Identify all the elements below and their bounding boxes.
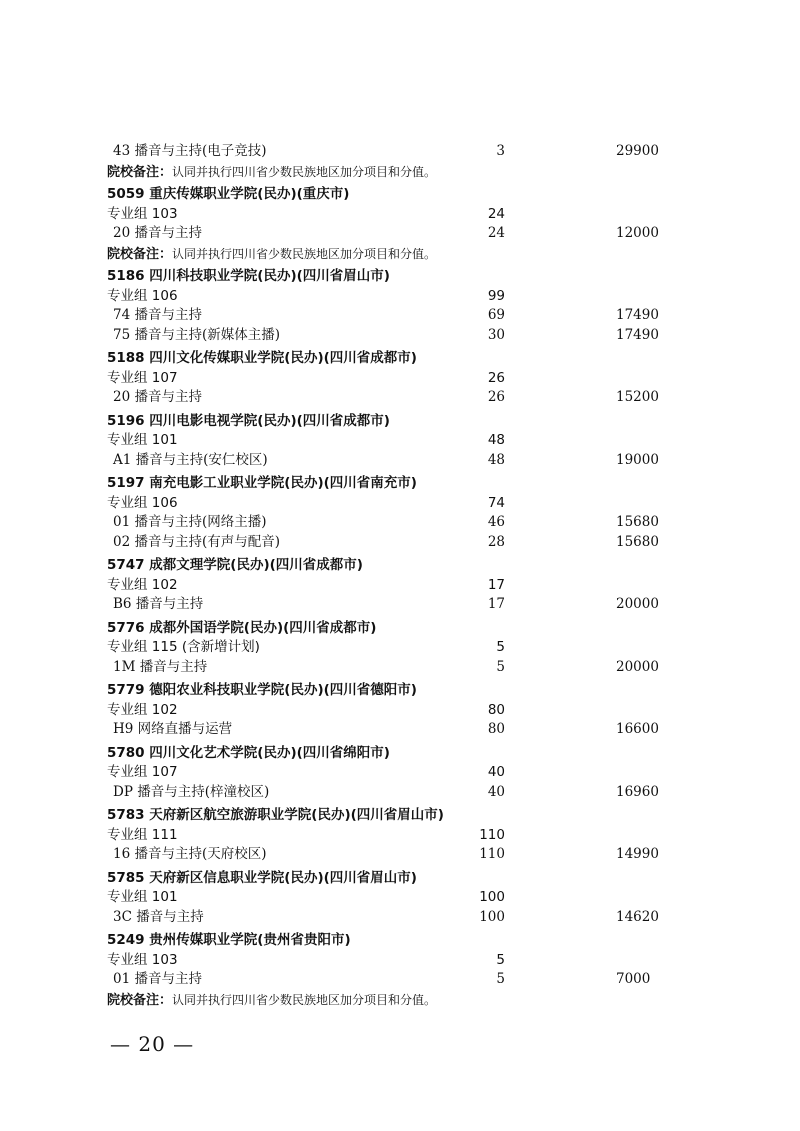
major-name: 01 播音与主持(网络主播) [113,514,267,530]
school-header [107,681,667,701]
major-row [107,142,667,162]
major-tuition: 15680 [616,514,659,530]
group-label: 专业组 102 [107,576,178,593]
major-row [107,720,667,740]
major-name: 1M 播音与主持 [113,658,208,675]
group-plan-count: 74 [487,494,505,511]
school-header [107,869,667,889]
major-row [107,908,667,928]
school-note [107,162,667,182]
group-label: 专业组 103 [107,951,178,968]
school-note [107,990,667,1010]
major-group-row [107,701,667,721]
major-row [107,783,667,803]
school-header [107,267,667,287]
major-name: DP 播音与主持(梓潼校区) [113,783,270,800]
school-header [107,744,667,764]
school-header [107,619,667,639]
major-tuition: 17490 [616,326,659,343]
major-group-row [107,576,667,596]
major-group-row [107,205,667,225]
major-name: 02 播音与主持(有声与配音) [113,533,281,550]
major-name: 16 播音与主持(天府校区) [113,846,267,862]
major-plan-count: 40 [487,783,505,800]
school-title: 5059 重庆传媒职业学院(民办)(重庆市) [107,186,350,202]
major-name: 20 播音与主持 [113,389,202,405]
school-header [107,474,667,494]
major-plan-count: 110 [479,846,505,862]
major-group-row [107,494,667,514]
major-plan-count: 17 [487,596,505,612]
major-row [107,658,667,678]
major-row [107,595,667,615]
school-title: 5249 贵州传媒职业学院(贵州省贵阳市) [107,932,351,948]
group-plan-count: 99 [487,287,505,304]
note-label: 院校备注： [107,246,173,262]
group-label: 专业组 106 [107,494,178,511]
group-label: 专业组 115 (含新增计划) [107,639,260,655]
major-row [107,513,667,533]
major-name: 3C 播音与主持 [113,908,204,925]
note-text: 认同并执行四川省少数民族地区加分项目和分值。 [172,164,437,179]
major-name: 01 播音与主持 [113,971,202,987]
major-tuition: 20000 [616,596,659,612]
major-row [107,533,667,553]
school-header [107,556,667,576]
school-title: 5779 德阳农业科技职业学院(民办)(四川省德阳市) [107,682,417,698]
group-plan-count: 17 [487,576,505,593]
school-title: 5196 四川电影电视学院(民办)(四川省成都市) [107,412,390,429]
group-label: 专业组 101 [107,432,178,448]
group-label: 专业组 107 [107,369,178,386]
group-plan-count: 110 [479,826,505,843]
major-plan-count: 3 [496,143,505,159]
group-label: 专业组 101 [107,889,178,905]
school-title: 5776 成都外国语学院(民办)(四川省成都市) [107,619,377,636]
major-tuition: 20000 [616,658,659,675]
group-label: 专业组 103 [107,205,178,222]
note-label: 院校备注： [107,164,173,180]
major-name: A1 播音与主持(安仁校区) [113,451,268,468]
major-tuition: 7000 [616,971,651,987]
major-row [107,224,667,244]
major-plan-count: 26 [487,389,505,405]
school-title: 5780 四川文化艺术学院(民办)(四川省绵阳市) [107,744,390,761]
school-title: 5783 天府新区航空旅游职业学院(民办)(四川省眉山市) [107,807,444,823]
school-note [107,244,667,264]
major-plan-count: 100 [479,908,505,925]
school-title: 5186 四川科技职业学院(民办)(四川省眉山市) [107,268,390,284]
school-title: 5197 南充电影工业职业学院(民办)(四川省南充市) [107,475,417,491]
major-group-row [107,763,667,783]
major-tuition: 16600 [616,721,659,737]
group-label: 专业组 106 [107,287,178,304]
major-plan-count: 80 [487,721,505,737]
school-header [107,931,667,951]
major-group-row [107,826,667,846]
major-plan-count: 28 [487,533,505,550]
group-plan-count: 48 [487,432,505,448]
major-plan-count: 5 [496,658,505,675]
group-plan-count: 80 [487,701,505,718]
major-tuition: 19000 [616,451,659,468]
admission-plan-list [107,142,667,1009]
major-row [107,970,667,990]
major-plan-count: 30 [487,326,505,343]
school-header [107,412,667,432]
major-tuition: 12000 [616,225,659,241]
group-plan-count: 40 [487,764,505,780]
major-group-row [107,369,667,389]
group-plan-count: 5 [496,639,505,655]
group-plan-count: 24 [487,205,505,222]
major-group-row [107,638,667,658]
major-tuition: 17490 [616,307,659,323]
major-name: B6 播音与主持 [113,596,204,612]
note-text: 认同并执行四川省少数民族地区加分项目和分值。 [172,992,437,1007]
school-header [107,806,667,826]
major-row [107,451,667,471]
major-row [107,845,667,865]
major-name: 75 播音与主持(新媒体主播) [113,326,281,343]
major-group-row [107,287,667,307]
major-tuition: 15680 [616,533,659,550]
major-row [107,388,667,408]
major-name: 43 播音与主持(电子竞技) [113,143,267,159]
major-tuition: 14620 [616,908,659,925]
school-title: 5188 四川文化传媒职业学院(民办)(四川省成都市) [107,350,417,366]
major-plan-count: 46 [487,514,505,530]
group-label: 专业组 102 [107,701,178,718]
major-row [107,326,667,346]
major-plan-count: 24 [487,225,505,241]
major-tuition: 14990 [616,846,659,862]
group-label: 专业组 107 [107,764,178,780]
note-label: 院校备注： [107,992,173,1008]
group-plan-count: 5 [496,951,505,968]
major-plan-count: 5 [496,971,505,987]
page-number: — 20 — [110,1032,195,1056]
major-tuition: 16960 [616,783,659,800]
major-tuition: 15200 [616,389,659,405]
major-group-row [107,951,667,971]
school-title: 5747 成都文理学院(民办)(四川省成都市) [107,557,363,573]
group-plan-count: 26 [487,369,505,386]
major-row [107,306,667,326]
major-group-row [107,888,667,908]
major-name: 74 播音与主持 [113,307,202,323]
note-text: 认同并执行四川省少数民族地区加分项目和分值。 [172,246,437,261]
major-group-row [107,431,667,451]
major-tuition: 29900 [616,143,659,159]
group-plan-count: 100 [479,889,505,905]
school-title: 5785 天府新区信息职业学院(民办)(四川省眉山市) [107,869,417,886]
group-label: 专业组 111 [107,826,178,843]
major-plan-count: 69 [487,307,505,323]
major-name: 20 播音与主持 [113,225,202,241]
school-header [107,185,667,205]
major-name: H9 网络直播与运营 [113,721,233,737]
school-header [107,349,667,369]
major-plan-count: 48 [487,451,505,468]
